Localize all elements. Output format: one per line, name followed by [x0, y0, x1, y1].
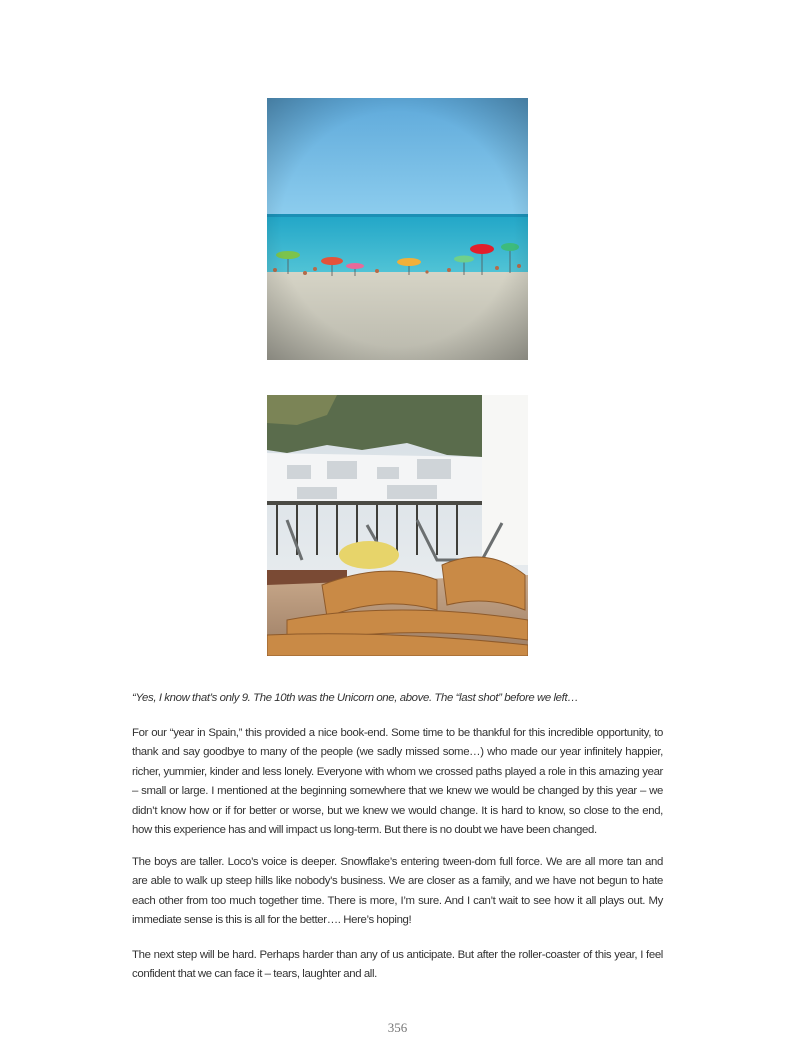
paragraph-text: The next step will be hard. Perhaps harder than any of us anticipate. But after the roller-coaster of this year, I feel confident that we can face it – tears, laughter and all. [132, 949, 663, 981]
churros-photo [267, 395, 528, 656]
body-paragraph [132, 724, 663, 840]
page-number: 356 [387, 1020, 408, 1035]
beach-photo [267, 98, 528, 360]
photo-caption: “Yes, I know that’s only 9. The 10th was the Unicorn one, above. The “last shot” before we left… [132, 692, 579, 704]
body-paragraph [132, 853, 663, 931]
paragraph-text: The boys are taller. Loco’s voice is deeper. Snowflake’s entering tween-dom full force. We are all more tan and are able to walk up steep hills like nobody’s business. We are closer as a family, and we have not begun to hate each other from too much together time. There is more, I’m sure. And I can’t wait to see how it all plays out. My immediate sense is this is all for the better…. Here’s hoping! [132, 856, 663, 927]
paragraph-text: For our “year in Spain,” this provided a nice book-end. Some time to be thankful for this incredible opportunity, to thank and say goodbye to many of the people (we sadly missed some…) who made our year infinitely happier, richer, yummier, kinder and less lonely. Everyone with whom we crossed paths played a role in this amazing year – small or large. I mentioned at the beginning somewhere that we knew we would be changed by this year – we didn’t know how or if for better or worse, but we knew we would change. It is hard to know, so close to the end, how this experience has and will impact us long-term. But there is no doubt we have been changed. [132, 727, 663, 837]
body-paragraph [132, 946, 663, 985]
